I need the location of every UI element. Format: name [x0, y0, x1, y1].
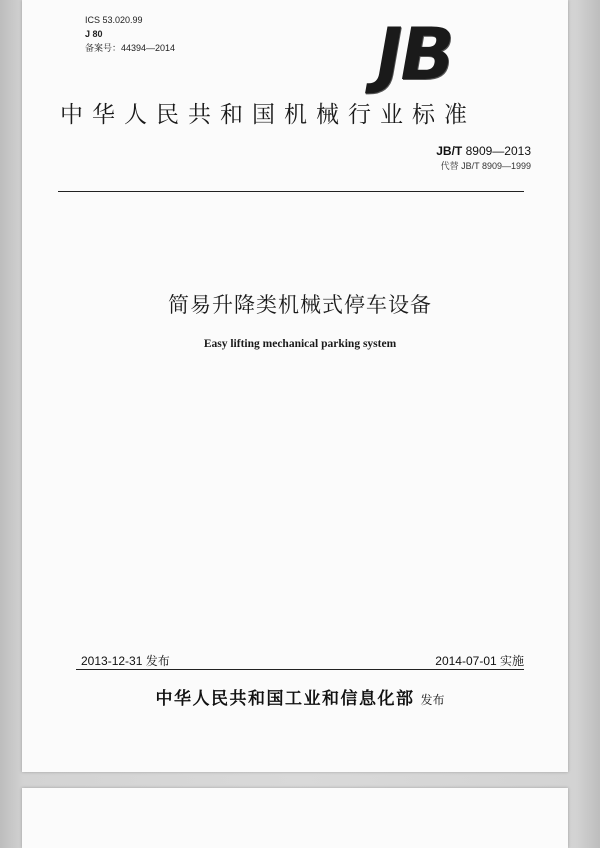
ics-code: ICS 53.020.99 — [85, 15, 143, 25]
header-divider — [58, 191, 524, 192]
document-title-chinese: 简易升降类机械式停车设备 — [168, 293, 432, 317]
publisher-organization: 中华人民共和国工业和信息化部 — [155, 689, 415, 709]
document-title-english: Easy lifting mechanical parking system — [203, 338, 397, 350]
replaces-standard: 代替 JB/T 8909—1999 — [440, 161, 531, 171]
standard-number-block — [436, 143, 531, 173]
publish-label: 发布 — [420, 693, 445, 707]
publisher-line — [0, 684, 600, 709]
implementation-date: 2014-07-01 实施 — [435, 654, 524, 668]
standard-number: 8909—2013 — [465, 144, 531, 158]
standard-code — [436, 143, 531, 159]
standard-body-heading: 中华人民共和国机械行业标准 — [60, 102, 476, 128]
standard-prefix: JB/T — [436, 144, 463, 158]
issue-date: 2013-12-31 发布 — [81, 654, 170, 668]
next-page — [22, 788, 568, 848]
record-number: 备案号：44394—2014 — [85, 43, 176, 53]
footer-divider — [76, 669, 524, 670]
jb-logo: JB — [368, 12, 460, 96]
classification-block — [85, 13, 175, 55]
class-code: J 80 — [85, 29, 103, 39]
